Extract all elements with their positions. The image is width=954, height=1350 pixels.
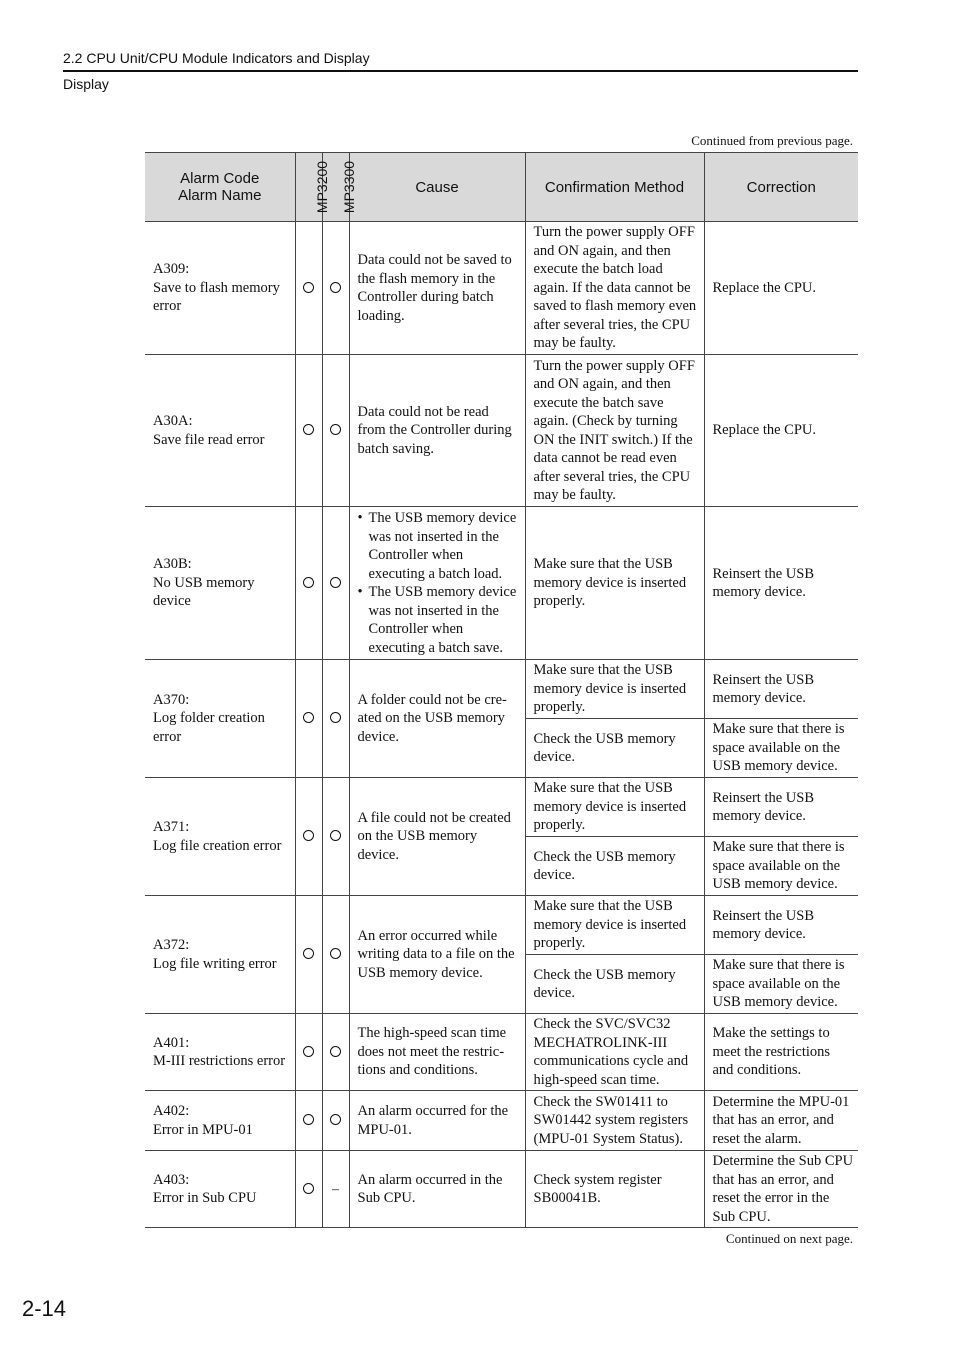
mp3200-support-cell bbox=[295, 1091, 322, 1151]
cause-cell: An alarm occurred in the Sub CPU. bbox=[349, 1151, 525, 1228]
alarm-code-cell bbox=[145, 355, 295, 507]
alarm-code-cell bbox=[145, 507, 295, 660]
mp3200-support-cell bbox=[295, 222, 322, 355]
table-row bbox=[145, 1014, 858, 1091]
mp3300-supported-mark bbox=[330, 830, 341, 841]
alarm-code-cell bbox=[145, 1091, 295, 1151]
mp3300-support-cell bbox=[322, 1014, 349, 1091]
header-correction: Correction bbox=[704, 153, 858, 222]
confirmation-cell: Turn the power supply OFF and ON again, and then execute the batch load again. If the data cannot be saved to flash memory even after several tries, the CPU may be faulty. bbox=[525, 222, 704, 355]
header-mp3200 bbox=[295, 153, 330, 222]
alarm-code: A309: bbox=[153, 261, 190, 278]
alarm-code-cell bbox=[145, 896, 295, 1014]
alarm-code-cell bbox=[145, 222, 295, 355]
mp3300-supported-mark bbox=[330, 712, 341, 723]
alarm-code: A403: bbox=[153, 1171, 190, 1188]
mp3200-support-cell bbox=[295, 778, 322, 896]
header-confirmation: Confirmation Method bbox=[525, 153, 704, 222]
alarm-code-cell bbox=[145, 1151, 295, 1228]
correction-cell: Make sure that there is space available on the USB memory device. bbox=[704, 719, 858, 778]
cause-cell: Data could not be read from the Controller during batch saving. bbox=[349, 355, 525, 507]
alarm-table-body bbox=[145, 222, 858, 1228]
mp3300-support-cell bbox=[322, 507, 349, 660]
mp3300-supported-mark bbox=[330, 1114, 341, 1125]
alarm-code: A30A: bbox=[153, 413, 193, 429]
cause-cell: A folder could not be cre-ated on the USB memory device. bbox=[349, 660, 525, 778]
confirmation-cell: Make sure that the USB memory device is inserted properly. bbox=[525, 896, 704, 955]
alarm-code: A371: bbox=[153, 819, 190, 835]
alarm-name: Error in MPU-01 bbox=[153, 1121, 253, 1138]
mp3300-support-cell bbox=[322, 1151, 349, 1228]
table-row bbox=[145, 355, 858, 507]
table-row bbox=[145, 660, 858, 719]
mp3200-supported-mark bbox=[303, 577, 314, 588]
subsection-header: Display bbox=[63, 76, 109, 92]
mp3200-support-cell bbox=[295, 1014, 322, 1091]
continued-from-note: Continued from previous page. bbox=[691, 133, 853, 148]
correction-cell: Make sure that there is space available on the USB memory device. bbox=[704, 837, 858, 896]
correction-cell: Make sure that there is space available on the USB memory device. bbox=[704, 955, 858, 1014]
cause-list bbox=[358, 509, 521, 657]
header-rule bbox=[63, 70, 858, 72]
cause-bullet: • The USB memory device was not inserted in the Controller when executing a batch load. bbox=[358, 509, 521, 583]
alarm-code: A370: bbox=[153, 691, 190, 708]
page-number: 2-14 bbox=[22, 1296, 67, 1321]
mp3200-supported-mark bbox=[303, 282, 314, 293]
alarm-code-cell bbox=[145, 1014, 295, 1091]
mp3300-unsupported-mark: – bbox=[332, 1181, 339, 1197]
continued-on-note: Continued on next page. bbox=[725, 1231, 853, 1246]
confirmation-cell: Make sure that the USB memory device is inserted properly. bbox=[525, 660, 704, 719]
mp3200-supported-mark bbox=[303, 1046, 314, 1057]
confirmation-cell: Make sure that the USB memory device is inserted properly. bbox=[525, 778, 704, 837]
table-header-row bbox=[145, 153, 858, 222]
mp3200-support-cell bbox=[295, 1151, 322, 1228]
alarm-code-cell bbox=[145, 660, 295, 778]
confirmation-cell: Make sure that the USB memory device is inserted properly. bbox=[525, 507, 704, 660]
correction-cell: Determine the MPU-01 that has an error, and reset the alarm. bbox=[704, 1091, 858, 1151]
cause-cell: An error occurred while writing data to a file on the USB memory device. bbox=[349, 896, 525, 1014]
mp3200-support-cell bbox=[295, 507, 322, 660]
mp3300-support-cell bbox=[322, 896, 349, 1014]
cause-cell: An alarm occurred for the MPU-01. bbox=[349, 1091, 525, 1151]
alarm-code: A30B: bbox=[153, 556, 192, 573]
alarm-code-cell bbox=[145, 778, 295, 896]
cause-cell bbox=[349, 507, 525, 660]
table-row bbox=[145, 896, 858, 955]
header-alarm-name-label: Alarm Name bbox=[178, 187, 262, 204]
mp3300-supported-mark bbox=[330, 948, 341, 959]
mp3200-supported-mark bbox=[303, 948, 314, 959]
table-row bbox=[145, 778, 858, 837]
alarm-name: M-III restrictions error bbox=[153, 1053, 286, 1069]
alarm-code: A402: bbox=[153, 1103, 190, 1119]
mp3200-supported-mark bbox=[303, 1183, 314, 1194]
confirmation-cell: Check system register SB00041B. bbox=[525, 1151, 704, 1228]
confirmation-cell: Check the USB memory device. bbox=[525, 837, 704, 896]
header-mp3300-label: MP3300 bbox=[340, 160, 357, 213]
confirmation-cell: Turn the power supply OFF and ON again, and then execute the batch save again. (Check by turning ON the INIT switch.) If the data cannot be read even after several tries, the CPU may be faulty. bbox=[525, 355, 704, 507]
mp3200-supported-mark bbox=[303, 830, 314, 841]
alarm-name: Error in Sub CPU bbox=[153, 1190, 257, 1206]
correction-cell: Determine the Sub CPU that has an error, and reset the error in the Sub CPU. bbox=[704, 1151, 858, 1228]
correction-cell: Reinsert the USB memory device. bbox=[704, 507, 858, 660]
mp3300-support-cell bbox=[322, 222, 349, 355]
header-alarm-code bbox=[145, 153, 295, 222]
table-row bbox=[145, 1151, 858, 1228]
header-alarm-code-label: Alarm Code bbox=[180, 170, 260, 187]
mp3200-supported-mark bbox=[303, 424, 314, 435]
mp3300-supported-mark bbox=[330, 577, 341, 588]
mp3200-supported-mark bbox=[303, 712, 314, 723]
table-row bbox=[145, 222, 858, 355]
mp3300-support-cell bbox=[322, 778, 349, 896]
mp3200-support-cell bbox=[295, 896, 322, 1014]
mp3300-support-cell bbox=[322, 1091, 349, 1151]
alarm-code: A401: bbox=[153, 1034, 190, 1051]
cause-cell: The high-speed scan time does not meet the restric-tions and conditions. bbox=[349, 1014, 525, 1091]
correction-cell: Reinsert the USB memory device. bbox=[704, 778, 858, 837]
confirmation-cell: Check the SVC/SVC32 MECHATROLINK-III communications cycle and high-speed scan time. bbox=[525, 1014, 704, 1091]
alarm-name: Save to flash memory error bbox=[153, 279, 280, 315]
mp3300-support-cell bbox=[322, 660, 349, 778]
correction-cell: Replace the CPU. bbox=[704, 355, 858, 507]
mp3200-supported-mark bbox=[303, 1114, 314, 1125]
alarm-table bbox=[145, 152, 858, 1228]
section-header: 2.2 CPU Unit/CPU Module Indicators and Display bbox=[63, 50, 370, 66]
alarm-name: Log file writing error bbox=[153, 955, 277, 972]
correction-cell: Reinsert the USB memory device. bbox=[704, 660, 858, 719]
mp3300-supported-mark bbox=[330, 1046, 341, 1057]
cause-bullet: • The USB memory device was not inserted in the Controller when executing a batch save. bbox=[358, 583, 521, 657]
confirmation-cell: Check the USB memory device. bbox=[525, 719, 704, 778]
table-row bbox=[145, 507, 858, 660]
mp3200-support-cell bbox=[295, 355, 322, 507]
correction-cell: Replace the CPU. bbox=[704, 222, 858, 355]
cause-cell: Data could not be saved to the flash memory in the Controller during batch loading. bbox=[349, 222, 525, 355]
correction-cell: Make the settings to meet the restrictions and conditions. bbox=[704, 1014, 858, 1091]
confirmation-cell: Check the SW01411 to SW01442 system registers (MPU-01 System Status). bbox=[525, 1091, 704, 1151]
alarm-code: A372: bbox=[153, 937, 190, 953]
cause-cell: A file could not be created on the USB memory device. bbox=[349, 778, 525, 896]
mp3300-support-cell bbox=[322, 355, 349, 507]
alarm-name: Log file creation error bbox=[153, 837, 282, 854]
mp3200-support-cell bbox=[295, 660, 322, 778]
header-cause: Cause bbox=[349, 153, 525, 222]
alarm-name: No USB memory device bbox=[153, 574, 255, 610]
header-mp3200-label: MP3200 bbox=[313, 160, 330, 213]
confirmation-cell: Check the USB memory device. bbox=[525, 955, 704, 1014]
alarm-name: Log folder creation error bbox=[153, 710, 265, 745]
mp3300-supported-mark bbox=[330, 282, 341, 293]
alarm-name: Save file read error bbox=[153, 431, 265, 448]
mp3300-supported-mark bbox=[330, 424, 341, 435]
table-row bbox=[145, 1091, 858, 1151]
correction-cell: Reinsert the USB memory device. bbox=[704, 896, 858, 955]
